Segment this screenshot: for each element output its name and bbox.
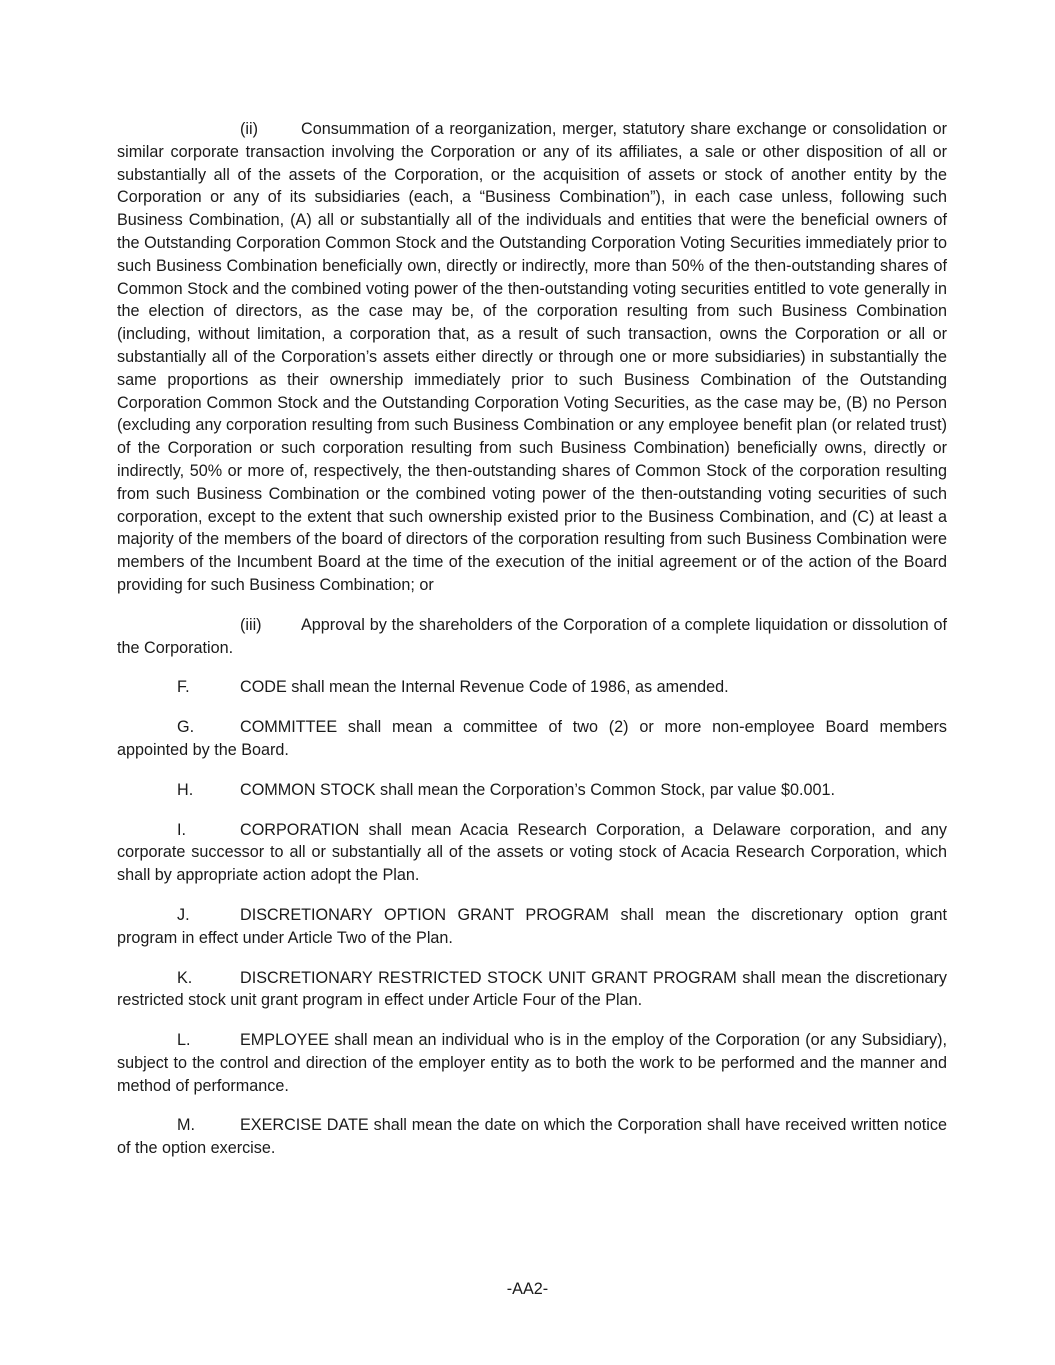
definition-l-label: L. [177, 1031, 191, 1050]
definition-h-label: H. [177, 780, 194, 799]
document-page [117, 118, 947, 1160]
definition-h-text: COMMON STOCK shall mean the Corporation’s Common Stock, par value $0.001. [240, 780, 835, 799]
definition-m [117, 1114, 947, 1160]
definition-k-label: K. [177, 968, 193, 987]
definition-i [117, 819, 947, 887]
definition-g-text: COMMITTEE shall mean a committee of two (2) or more non-employee Board members appointed by the Board. [117, 718, 947, 759]
definition-j-text: DISCRETIONARY OPTION GRANT PROGRAM shall mean the discretionary option grant program in effect under Article Two of the Plan. [117, 905, 947, 947]
definition-i-text: CORPORATION shall mean Acacia Research Corporation, a Delaware corporation, and any corporate successor to all or substantially all of the assets or voting stock of Acacia Research Corporation, which shall by appropriate action adopt the Plan. [117, 820, 947, 885]
definition-h [117, 779, 947, 802]
paragraph-iii [117, 614, 947, 660]
definition-m-text: EXERCISE DATE shall mean the date on which the Corporation shall have received written notice of the option exercise. [117, 1116, 947, 1158]
paragraph-ii [117, 118, 947, 597]
definition-k [117, 967, 947, 1013]
paragraph-iii-text: Approval by the shareholders of the Corporation of a complete liquidation or dissolution of the Corporation. [117, 615, 947, 657]
definition-k-text: DISCRETIONARY RESTRICTED STOCK UNIT GRANT PROGRAM shall mean the discretionary restricted stock unit grant program in effect under Article Four of the Plan. [117, 968, 947, 1010]
paragraph-iii-label: (iii) [240, 615, 262, 634]
definition-j-label: J. [177, 905, 190, 924]
paragraph-ii-text: Consummation of a reorganization, merger, statutory share exchange or consolidation or similar corporate transaction involving the Corporation or any of its affiliates, a sale or other disposition of all or substantially all of the assets of the Corporation, or the acquisition of assets or stock of another entity by the Corporation or any of its subsidiaries (each, a “Business Combination”), in each case unless, following such Business Combination, (A) all or substantially all of the individuals and entities that were the beneficial owners of the Outstanding Corporation Common Stock and the Outstanding Corporation Voting Securities immediately prior to such Business Combination beneficially own, directly or indirectly, more than 50% of the then-outstanding shares of Common Stock and the combined voting power of the then-outstanding voting securities entitled to vote generally in the election of directors, as the case may be, of the corporation resulting from such Business Combination (including, without limitation, a corporation that, as a result of such transaction, owns the Corporation or all or substantially all of the Corporation’s assets either directly or through one or more subsidiaries) in substantially the same proportions as their ownership immediately prior to such Business Combination of the Outstanding Corporation Common Stock and the Outstanding Corporation Voting Securities, as the case may be, (B) no Person (excluding any corporation resulting from such Business Combination or any employee benefit plan (or related trust) of the Corporation or such corporation resulting from such Business Combination) beneficially owns, directly or indirectly, 50% or more of, respectively, the then-outstanding shares of Common Stock of the corporation resulting from such Business Combination or the combined voting power of the then-outstanding voting securities of such corporation, except to the extent that such ownership existed prior to the Business Combination, and (C) at least a majority of the members of the board of directors of the corporation resulting from such Business Combination were members of the Incumbent Board at the time of the execution of the initial agreement or of the action of the Board providing for such Business Combination; or [117, 120, 947, 594]
definition-g [117, 716, 947, 762]
definition-j [117, 904, 947, 950]
definition-i-label: I. [177, 820, 186, 839]
definition-f-label: F. [177, 678, 190, 697]
page-number: -AA2- [506, 1280, 549, 1298]
paragraph-ii-label: (ii) [240, 120, 258, 138]
definition-l-text: EMPLOYEE shall mean an individual who is in the employ of the Corporation (or any Subsidiary), subject to the control and direction of the employer entity as to both the work to be performed and the manner and method of performance. [117, 1031, 947, 1095]
definition-m-label: M. [177, 1116, 195, 1135]
definition-g-label: G. [177, 718, 195, 737]
definition-f-text: CODE shall mean the Internal Revenue Code of 1986, as amended. [240, 678, 729, 697]
definition-f [117, 676, 947, 699]
definition-l [117, 1029, 947, 1097]
